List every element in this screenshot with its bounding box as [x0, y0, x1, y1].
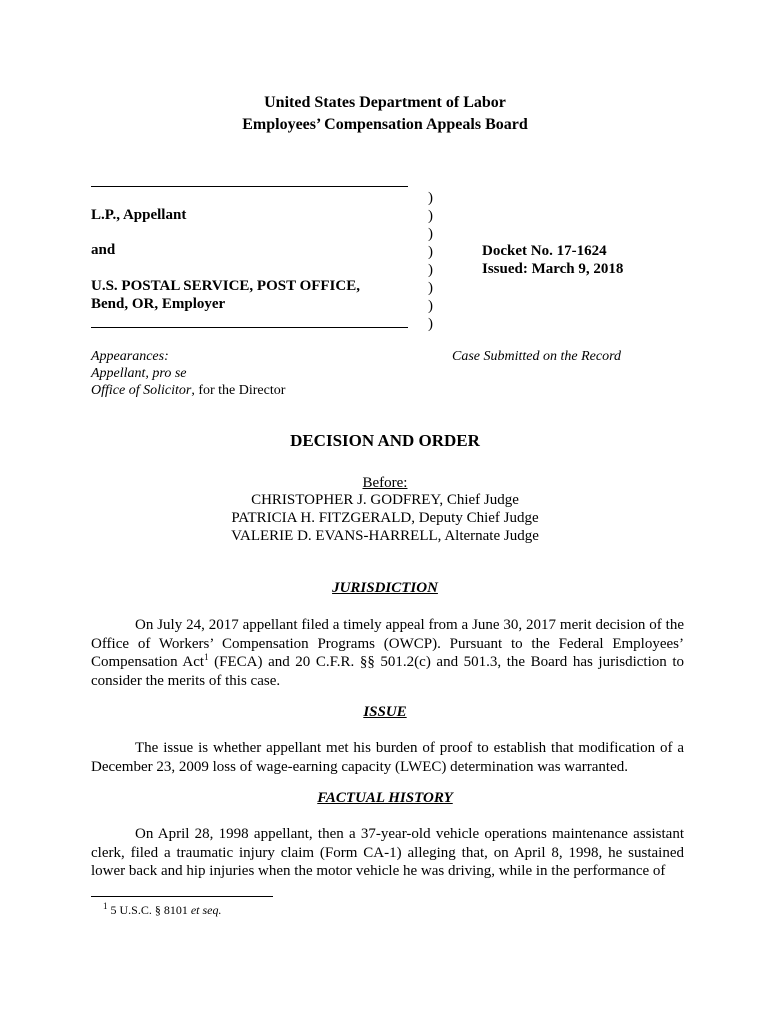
issue-heading: ISSUE [363, 704, 407, 720]
appellant-name: L.P., Appellant [91, 207, 187, 223]
decision-title: DECISION AND ORDER [290, 431, 480, 450]
caption-paren: ) [428, 208, 433, 224]
appearance-appellant: Appellant, pro se [91, 366, 187, 381]
employer-line-1: U.S. POSTAL SERVICE, POST OFFICE, [91, 278, 360, 294]
agency-title: United States Department of Labor [264, 94, 506, 111]
footnote-ref[interactable]: 1 [204, 652, 209, 663]
solicitor-office: Office of Solicitor [91, 383, 192, 398]
solicitor-role: , for the Director [191, 383, 286, 398]
footnote-rule [91, 896, 273, 897]
judge-chief: CHRISTOPHER J. GODFREY, Chief Judge [251, 492, 519, 508]
footnote-italic: et seq. [190, 903, 222, 917]
jurisdiction-text-a: On July 24, 2017 appellant filed a timely appeal from a June 30, 2017 merit decision of the Office of Workers’ Compensation Programs (OWCP). Pursuant to the Federal Employees’ Compensation Act [91, 617, 684, 671]
jurisdiction-paragraph [91, 616, 684, 690]
before-label: Before: [362, 475, 408, 491]
factual-history-heading: FACTUAL HISTORY [317, 790, 453, 806]
footnote [103, 903, 222, 918]
footnote-text: 5 U.S.C. § 8101 [107, 903, 191, 917]
issue-text: The issue is whether appellant met his burden of proof to establish that modification of a December 23, 2009 loss of wage-earning capacity (LWEC) determination was warranted. [91, 740, 684, 775]
appearance-solicitor [91, 383, 285, 399]
caption-paren: ) [428, 280, 433, 296]
caption-top-rule [91, 186, 408, 187]
employer-line-2: Bend, OR, Employer [91, 296, 226, 312]
case-submitted: Case Submitted on the Record [452, 349, 622, 364]
issue-paragraph [91, 739, 684, 776]
caption-paren: ) [428, 244, 433, 260]
caption-paren: ) [428, 262, 433, 278]
caption-paren: ) [428, 226, 433, 242]
jurisdiction-text-b: (FECA) and 20 C.F.R. §§ 501.2(c) and 501.3, the Board has jurisdiction to consider the merits of this case. [91, 654, 684, 689]
appearances-label: Appearances: [91, 349, 169, 364]
caption-paren: ) [428, 316, 433, 332]
caption-bottom-rule [91, 327, 408, 328]
jurisdiction-heading: JURISDICTION [332, 580, 438, 596]
judge-alternate: VALERIE D. EVANS-HARRELL, Alternate Judge [231, 528, 539, 544]
factual-history-text: On April 28, 1998 appellant, then a 37-year-old vehicle operations maintenance assistant clerk, filed a traumatic injury claim (Form CA-1) alleging that, on April 8, 1998, he sustained lower back and hip injuries when the motor vehicle he was driving, while in the performance of [91, 826, 684, 880]
caption-paren: ) [428, 298, 433, 314]
caption-paren: ) [428, 190, 433, 206]
judge-deputy: PATRICIA H. FITZGERALD, Deputy Chief Judge [231, 510, 539, 526]
issued-date: Issued: March 9, 2018 [482, 261, 624, 277]
docket-number: Docket No. 17-1624 [482, 243, 607, 259]
footnote-number: 1 [103, 901, 108, 911]
factual-history-paragraph [91, 825, 684, 881]
caption-and: and [91, 242, 116, 258]
board-title: Employees’ Compensation Appeals Board [242, 116, 528, 133]
